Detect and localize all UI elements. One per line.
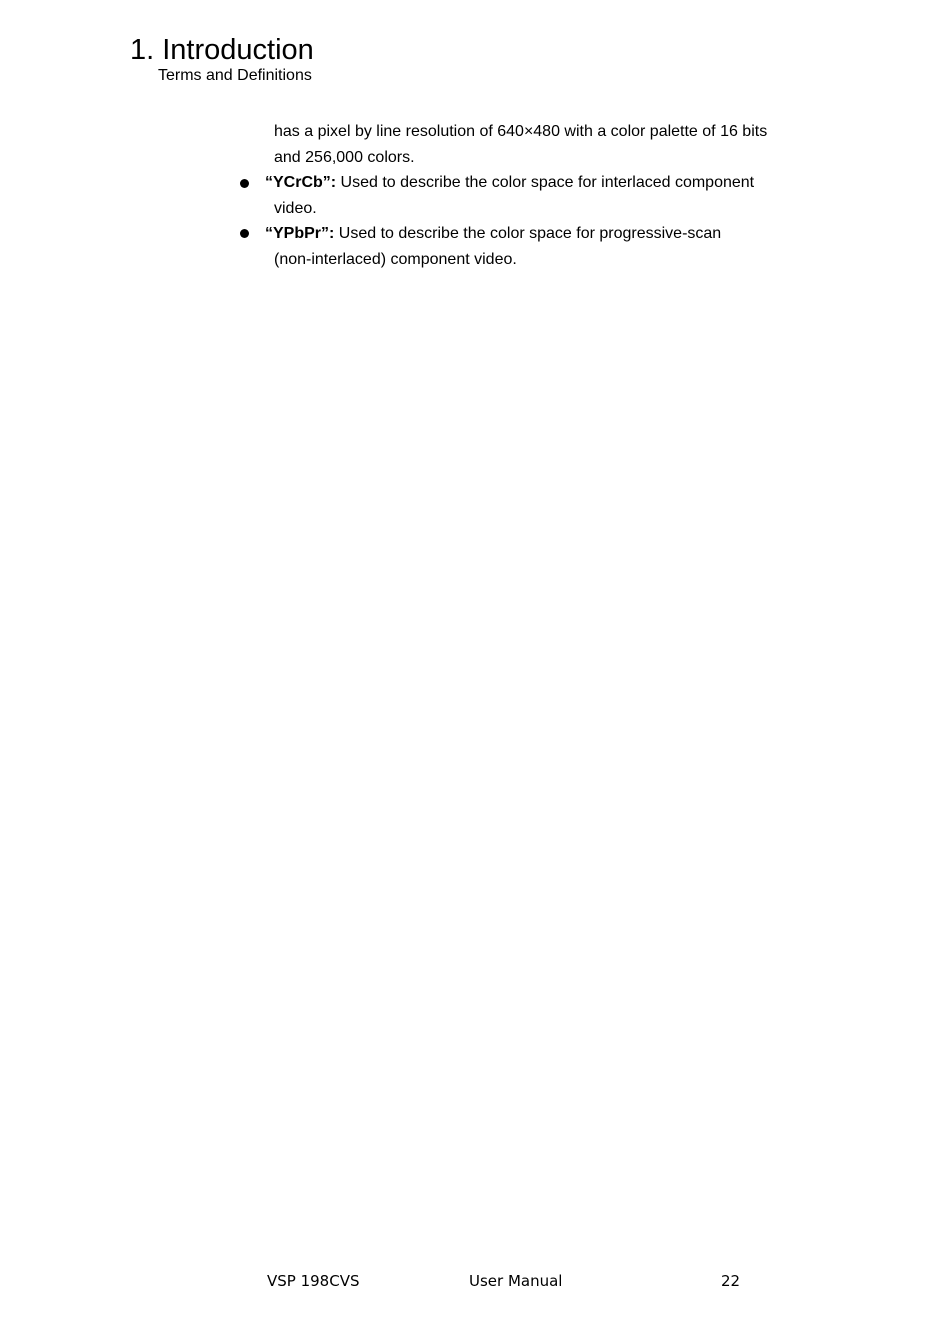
bullet-description: Used to describe the color space for progressive-scan [334,225,722,242]
bullet-first-line [265,173,754,193]
paragraph-continuation-line: and 256,000 colors. [274,149,415,166]
footer-document-title: User Manual [469,1272,563,1290]
bullet-continuation-line: (non-interlaced) component video. [274,251,517,268]
bullet-term: “YPbPr”: [265,225,335,242]
footer-page-number: 22 [721,1272,741,1290]
bullet-term: “YCrCb”: [265,174,337,191]
footer-product: VSP 198CVS [267,1272,360,1290]
chapter-title: 1. Introduction [130,34,314,66]
bullet-description: Used to describe the color space for interlaced component [336,174,755,191]
bullet-first-line [265,224,721,244]
bullet-continuation-line: video. [274,200,317,217]
bullet-icon [240,229,249,238]
section-title: Terms and Definitions [158,67,312,84]
paragraph-continuation-line: has a pixel by line resolution of 640×480 with a color palette of 16 bits [274,123,768,140]
bullet-icon [240,179,249,188]
